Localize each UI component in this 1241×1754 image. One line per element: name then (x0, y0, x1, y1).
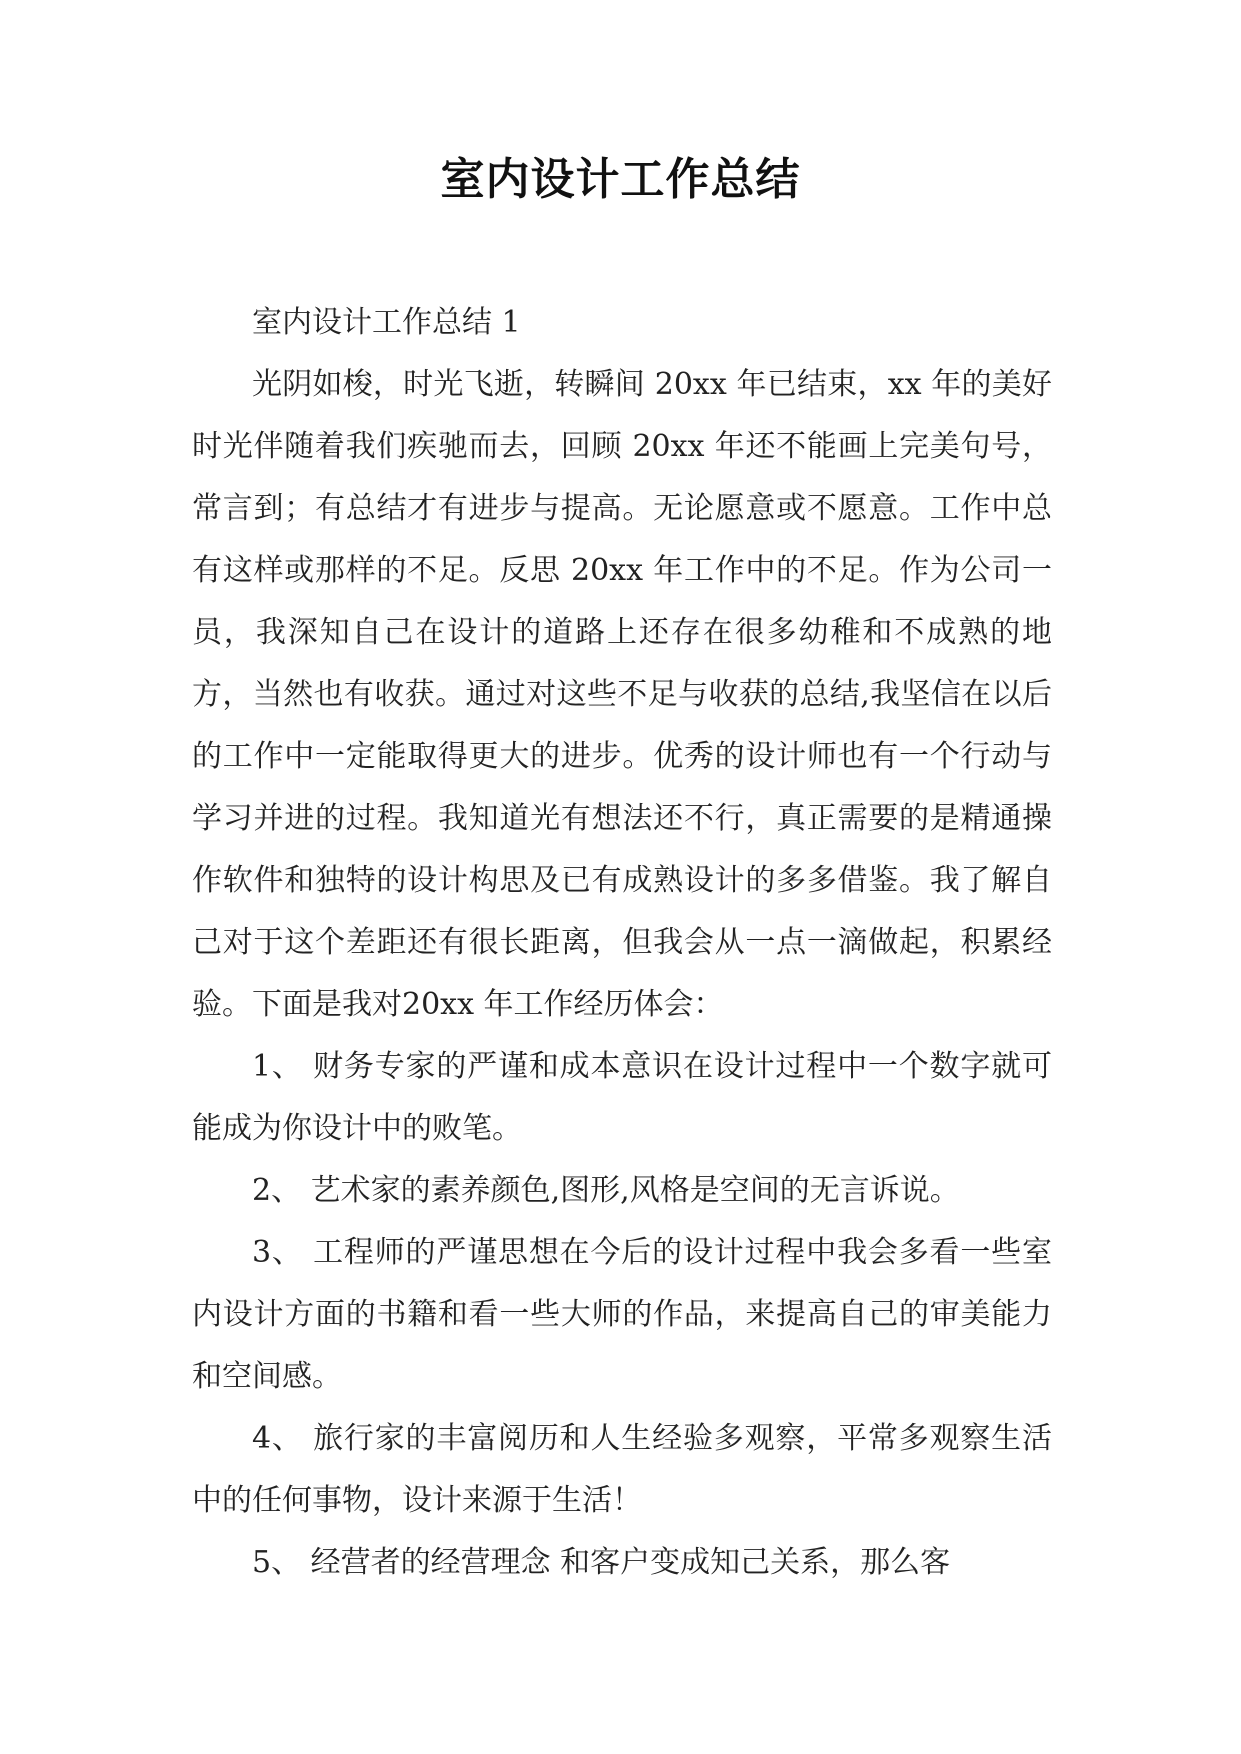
list-item-3: 3、 工程师的严谨思想在今后的设计过程中我会多看一些室内设计方面的书籍和看一些大师的作品，来提高自己的审美能力和空间感。 (192, 1235, 1052, 1394)
intro-paragraph: 光阴如梭，时光飞逝，转瞬间 20xx 年已结束，xx 年的美好时光伴随着我们疾驰而去，回顾 20xx 年还不能画上完美句号，常言到；有总结才有进步与提高。无论愿意或不愿意。工作中总有这样或那样的不足。反思 20xx 年工作中的不足。作为公司一员，我深知自己在设计的道路上还存在很多幼稚和不成熟的地方，当然也有收获。通过对这些不足与收获的总结,我坚信在以后的工作中一定能取得更大的进步。优秀的设计师也有一个行动与学习并进的过程。我知道光有想法还不行，真正需要的是精通操作软件和独特的设计构思及已有成熟设计的多多借鉴。我了解自己对于这个差距还有很长距离，但我会从一点一滴做起，积累经验。下面是我对20xx 年工作经历体会： (192, 367, 1052, 1022)
document-title: 室内设计工作总结 (440, 154, 801, 205)
list-item-1: 1、 财务专家的严谨和成本意识在设计过程中一个数字就可能成为你设计中的败笔。 (192, 1049, 1052, 1146)
list-item-4: 4、 旅行家的丰富阅历和人生经验多观察，平常多观察生活中的任何事物，设计来源于生活！ (192, 1421, 1052, 1518)
document-body (192, 292, 1052, 1594)
list-item-2: 2、 艺术家的素养颜色,图形,风格是空间的无言诉说。 (252, 1173, 960, 1208)
section-heading: 室内设计工作总结 1 (252, 305, 521, 340)
list-item-5: 5、 经营者的经营理念 和客户变成知己关系，那么客 (252, 1545, 951, 1580)
